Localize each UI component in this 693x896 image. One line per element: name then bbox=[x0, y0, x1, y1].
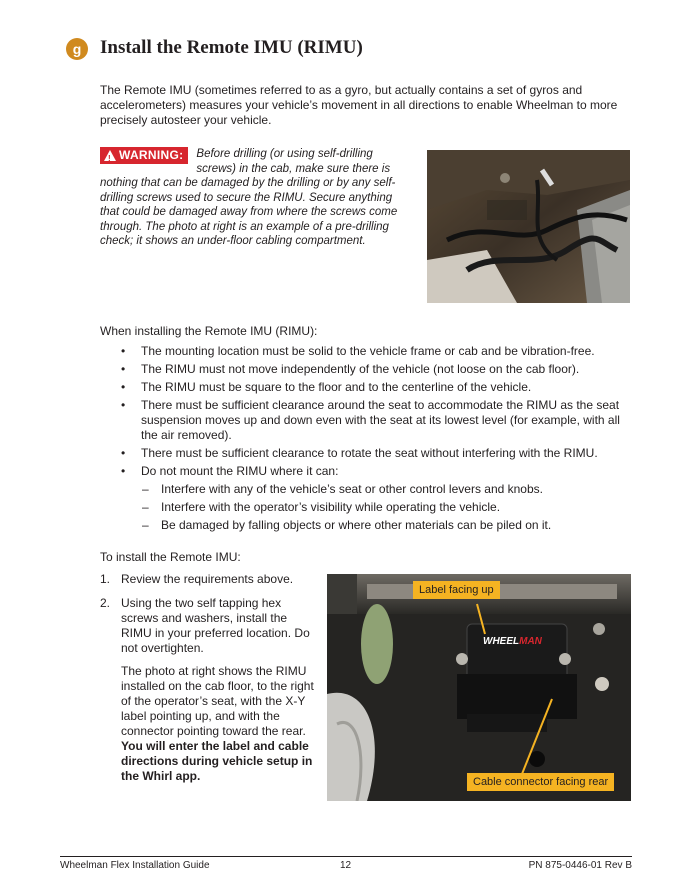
step-2-note bbox=[121, 664, 319, 784]
warning-block bbox=[100, 147, 412, 249]
footer-divider bbox=[60, 856, 632, 857]
step-1 bbox=[100, 572, 315, 587]
sub-list bbox=[141, 482, 630, 533]
list-item: • There must be sufficient clearance to rotate the seat without interfering with the RIMU. bbox=[100, 446, 630, 461]
footer-left: Wheelman Flex Installation Guide bbox=[60, 860, 210, 871]
warning-triangle-icon: ! bbox=[104, 150, 116, 161]
step-number: 1. bbox=[100, 572, 111, 586]
sub-list-item: – Interfere with the operator’s visibility while operating the vehicle. bbox=[141, 500, 630, 515]
install-lead: To install the Remote IMU: bbox=[100, 550, 241, 564]
underfloor-cabling-photo bbox=[427, 150, 630, 303]
list-item bbox=[100, 464, 630, 533]
warning-badge bbox=[100, 147, 188, 164]
rimu-installed-photo bbox=[327, 574, 631, 801]
list-item: • The RIMU must be square to the floor and to the centerline of the vehicle. bbox=[100, 380, 630, 395]
step-note-bold: You will enter the label and cable directions during vehicle setup in the Whirl app. bbox=[121, 739, 313, 783]
intro-paragraph: The Remote IMU (sometimes referred to as a gyro, but actually contains a set of gyros and accelerometers) measures your vehicle’s movement in all directions to enable Wheelman to more precisely autosteer your vehicle. bbox=[100, 83, 618, 127]
callout-cable-connector: Cable connector facing rear bbox=[467, 773, 614, 791]
step-2 bbox=[100, 596, 318, 656]
sub-list-item: – Interfere with any of the vehicle’s seat or other control levers and knobs. bbox=[141, 482, 630, 497]
warning-label: WARNING: bbox=[119, 148, 184, 162]
footer-right: PN 875-0446-01 Rev B bbox=[528, 860, 632, 871]
requirements-list bbox=[100, 344, 630, 536]
warning-text: Before drilling (or using self-drilling screws) in the cab, make sure there is nothing that can be damaged by the drilling or by any self-drilling screws used to secure the RIMU. Secure anything that could be damaged away from where the screws come through. The photo at right is an example of a pre-drilling check; it shows an under-floor cabling compartment. bbox=[100, 148, 398, 247]
list-item: • The mounting location must be solid to the vehicle frame or cab and be vibration-free. bbox=[100, 344, 630, 359]
list-item: • There must be sufficient clearance around the seat to accommodate the RIMU as the seat suspension moves up and down even with the seat at its lowest level (for example, with all the air removed). bbox=[100, 398, 630, 443]
section-title: Install the Remote IMU (RIMU) bbox=[100, 37, 363, 58]
section-badge: g bbox=[66, 38, 88, 60]
page-number: 12 bbox=[340, 860, 352, 871]
step-number: 2. bbox=[100, 596, 111, 610]
callout-label-facing-up: Label facing up bbox=[413, 581, 500, 599]
list-item: • The RIMU must not move independently of the vehicle (not loose on the cab floor). bbox=[100, 362, 630, 377]
sub-list-item: – Be damaged by falling objects or where other materials can be piled on it. bbox=[141, 518, 630, 533]
step-text: Using the two self tapping hex screws and washers, install the RIMU in your preferred location. Do not overtighten. bbox=[121, 596, 310, 655]
requirements-lead: When installing the Remote IMU (RIMU): bbox=[100, 324, 318, 338]
list-item-text: Do not mount the RIMU where it can: bbox=[141, 464, 339, 478]
step-text: Review the requirements above. bbox=[121, 572, 294, 586]
device-logo: WHEELMAN bbox=[483, 636, 542, 647]
step-note-text: The photo at right shows the RIMU installed on the cab floor, to the right of the operator’s seat, with the X-Y label pointing up, and with the connector pointing toward the rear. bbox=[121, 664, 314, 738]
